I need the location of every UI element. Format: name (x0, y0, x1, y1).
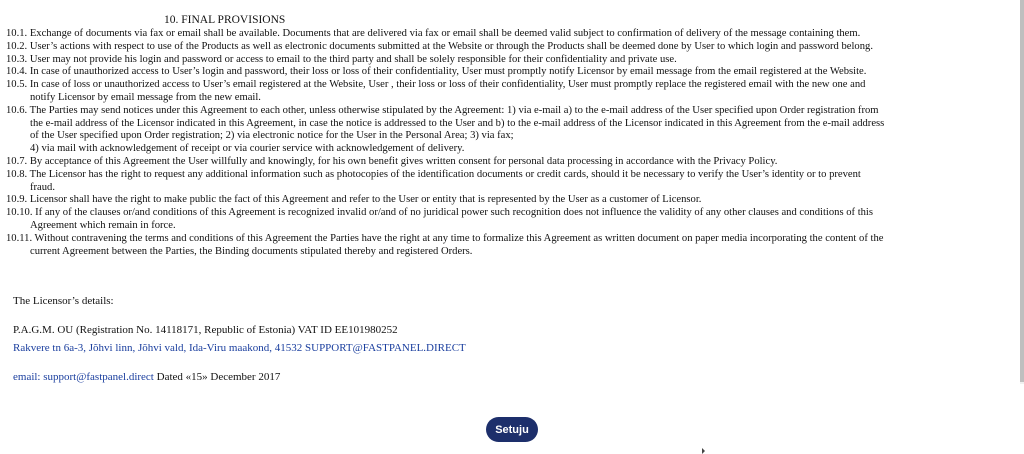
agree-button[interactable]: Setuju (486, 417, 538, 442)
clause: 10.1. Exchange of documents via fax or email shall be available. Documents that are delivered via fax or email shall be deemed valid subject to confirmation of delivery of the message containing them. (6, 28, 861, 39)
clause: 10.8. The Licensor has the right to request any additional information such as photocopies of the identification documents or credit cards, should it be necessary to verify the User’s identity or to prevent fraud. (6, 168, 861, 193)
mouse-cursor-icon (702, 448, 705, 454)
clause: 10.9. Licensor shall have the right to make public the fact of this Agreement and refer to the User or entity that is represented by the User as a customer of Licensor. (6, 194, 702, 206)
licensor-address-link[interactable]: Rakvere tn 6a-3, Jõhvi linn, Jõhvi vald, Ida-Viru maakond, 41532 SUPPORT@FASTPANEL.DIRECT (13, 342, 466, 354)
clause: 10.6. The Parties may send notices under this Agreement to each other, unless otherwise stipulated by the Agreement: 1) via e-mail a) to the e-mail address of the User specified upon Order registration from the e-mail address of the Licensor indicated in this Agreement, in case the notice is addressed to the User and b) to the e-mail address of the Licensor indicated in this Agreement from the e-mail address of the User specified upon Order registration; 2) via electronic notice for the User in the Personal Area; 3) via fax; 4) via mail with acknowledgement of receipt or via courier service with acknowledgement of delivery. (6, 104, 885, 155)
clause: 10.4. In case of unauthorized access to User’s login and password, their loss or loss of their confidentiality, User must promptly notify Licensor by email message from the email registered at the Website. (6, 66, 867, 78)
scrollbar-track[interactable] (1020, 0, 1024, 384)
licensor-contact (13, 371, 280, 384)
section-heading: 10. FINAL PROVISIONS (164, 14, 286, 26)
email-link[interactable]: email: support@fastpanel.direct (13, 371, 154, 383)
clause: 10.7. By acceptance of this Agreement the User willfully and knowingly, for his own benefit gives written consent for personal data processing in accordance with the Privacy Policy. (6, 155, 778, 167)
clause: 10.5. In case of loss or unauthorized access to User’s email registered at the Website, User , their loss or loss of their confidentiality, User must promptly replace the registered email with the new one and notify Licensor by email message from the new email. (6, 79, 866, 103)
scrollbar-thumb[interactable] (1020, 0, 1024, 382)
clause: 10.11. Without contravening the terms and conditions of this Agreement the Parties have the right at any time to formalize this Agreement as written document on paper media incorporating the content of the current Agreement between the Parties, the Binding documents stipulated thereby and registered Orders. (6, 232, 884, 257)
licensor-details-title: The Licensor’s details: (13, 295, 114, 307)
clause: 10.10. If any of the clauses or/and conditions of this Agreement is recognized invalid or/and of no juridical power such recognition does not influence the validity of any other clauses and conditions of this Agreement which remain in force. (6, 207, 873, 231)
licensor-company: P.A.G.M. OU (Registration No. 14118171, Republic of Estonia) VAT ID EE101980252 (13, 324, 398, 336)
agreement-document (6, 14, 1018, 258)
dated-text: Dated «15» December 2017 (153, 371, 281, 383)
clause: 10.2. User’s actions with respect to use of the Products as well as electronic documents submitted at the Website or through the Products shall be deemed done by User to which login and password belong. (6, 40, 873, 52)
clause: 10.3. User may not provide his login and password or access to email to the third party and shall be solely responsible for their confidentiality and private use. (6, 53, 677, 65)
